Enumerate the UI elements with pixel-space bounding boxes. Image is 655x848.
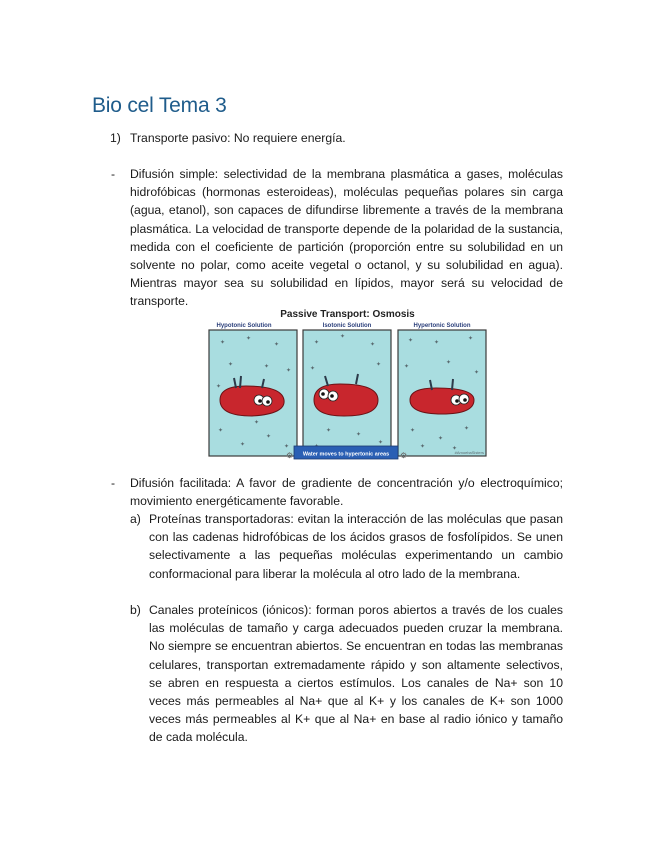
svg-text:✦: ✦	[434, 339, 440, 346]
svg-text:✦: ✦	[370, 341, 376, 348]
svg-text:✦: ✦	[340, 333, 346, 340]
bullet-marker-2: -	[111, 476, 116, 490]
svg-text:✦: ✦	[356, 431, 362, 438]
panel-label-isotonic: Isotonic Solution	[322, 323, 372, 329]
svg-text:⚙: ⚙	[400, 451, 408, 460]
bullet-marker-1: -	[111, 167, 116, 181]
svg-text:✦: ✦	[408, 337, 414, 344]
paragraph-proteinas-transportadoras: Proteínas transportadoras: evitan la interacción de las moléculas que pasan con las cadenas hidrofóbicas de los ácidos grasos de fosfolípidos. Se unen selectivamente a las pequeñas moléculas experimentando un cambio conformacional para liberar la molécula al otro lado de la membrana.	[149, 512, 563, 581]
svg-text:✦: ✦	[420, 443, 426, 450]
figure-credit: #AmoebaSisters	[454, 450, 484, 455]
osmosis-figure	[206, 308, 489, 468]
panel-hypotonic	[209, 330, 297, 456]
svg-text:✦: ✦	[326, 427, 332, 434]
panel-hypertonic	[398, 330, 486, 456]
svg-text:✦: ✦	[310, 365, 316, 372]
paragraph-difusion-facilitada: Difusión facilitada: A favor de gradiente de concentración y/o electroquímico; movimiento energéticamente favorable.	[130, 476, 563, 509]
svg-text:✦: ✦	[446, 359, 452, 366]
water-banner	[286, 446, 407, 460]
svg-text:✦: ✦	[410, 427, 416, 434]
svg-text:✦: ✦	[376, 361, 382, 368]
svg-text:✦: ✦	[404, 363, 410, 370]
svg-text:✦: ✦	[474, 369, 480, 376]
svg-text:✦: ✦	[218, 427, 224, 434]
svg-text:✦: ✦	[254, 419, 260, 426]
item-transporte-pasivo: Transporte pasivo: No requiere energía.	[130, 131, 346, 145]
paragraph-difusion-simple: Difusión simple: selectividad de la membrana plasmática a gases, moléculas hidrofóbicas (hormonas esteroideas), moléculas pequeñas polares sin carga (agua, etanol), son capaces de difundirse libremente a través de la membrana plasmática. La velocidad de transporte depende de la polaridad de la sustancia, medida con el coeficiente de partición (proporción entre su solubilidad en un solvente no polar, como aceite vegetal o octanol, y su solubilidad en agua). Mientras mayor sea su solubilidad en lípidos, mayor será su velocidad de transporte.	[130, 167, 563, 309]
svg-text:✦: ✦	[464, 425, 470, 432]
list-marker-1: 1)	[110, 131, 121, 145]
svg-text:✦: ✦	[452, 445, 458, 452]
figure-title: Passive Transport: Osmosis	[280, 309, 415, 320]
sub-marker-a: a)	[130, 512, 141, 526]
svg-text:⚙: ⚙	[286, 451, 294, 460]
svg-text:✦: ✦	[286, 367, 292, 374]
svg-text:✦: ✦	[240, 441, 246, 448]
banner-text: Water moves to hypertonic areas	[302, 451, 390, 458]
paragraph-canales-proteinicos: Canales proteínicos (iónicos): forman poros abiertos a través de los cuales las moléculas de tamaño y carga adecuados pueden cruzar la membrana. No siempre se encuentran abiertos. Se encuentran en todas las membranas celulares, transportan extremadamente rápido y son altamente selectivos, se abren en respuesta a ciertos estímulos. Los canales de Na+ son 10 veces más permeables al Na+ que al K+ y los canales de K+ son 1000 veces más permeables al K+ que al Na+ en base al radio iónico y tamaño de cada molécula.	[149, 603, 563, 745]
svg-text:✦: ✦	[314, 339, 320, 346]
svg-text:✦: ✦	[264, 363, 270, 370]
panel-label-hypertonic: Hypertonic Solution	[413, 323, 471, 329]
svg-text:✦: ✦	[468, 335, 474, 342]
svg-text:✦: ✦	[438, 435, 444, 442]
panel-isotonic	[303, 330, 391, 456]
svg-text:✦: ✦	[378, 439, 384, 446]
svg-text:✦: ✦	[220, 339, 226, 346]
page-title: Bio cel Tema 3	[92, 94, 227, 117]
sub-marker-b: b)	[130, 603, 141, 617]
svg-text:✦: ✦	[266, 433, 272, 440]
svg-text:✦: ✦	[216, 383, 222, 390]
svg-text:✦: ✦	[228, 361, 234, 368]
svg-text:✦: ✦	[246, 335, 252, 342]
panel-label-hypotonic: Hypotonic Solution	[216, 323, 272, 329]
svg-text:✦: ✦	[274, 341, 280, 348]
svg-text:✦: ✦	[284, 443, 290, 450]
